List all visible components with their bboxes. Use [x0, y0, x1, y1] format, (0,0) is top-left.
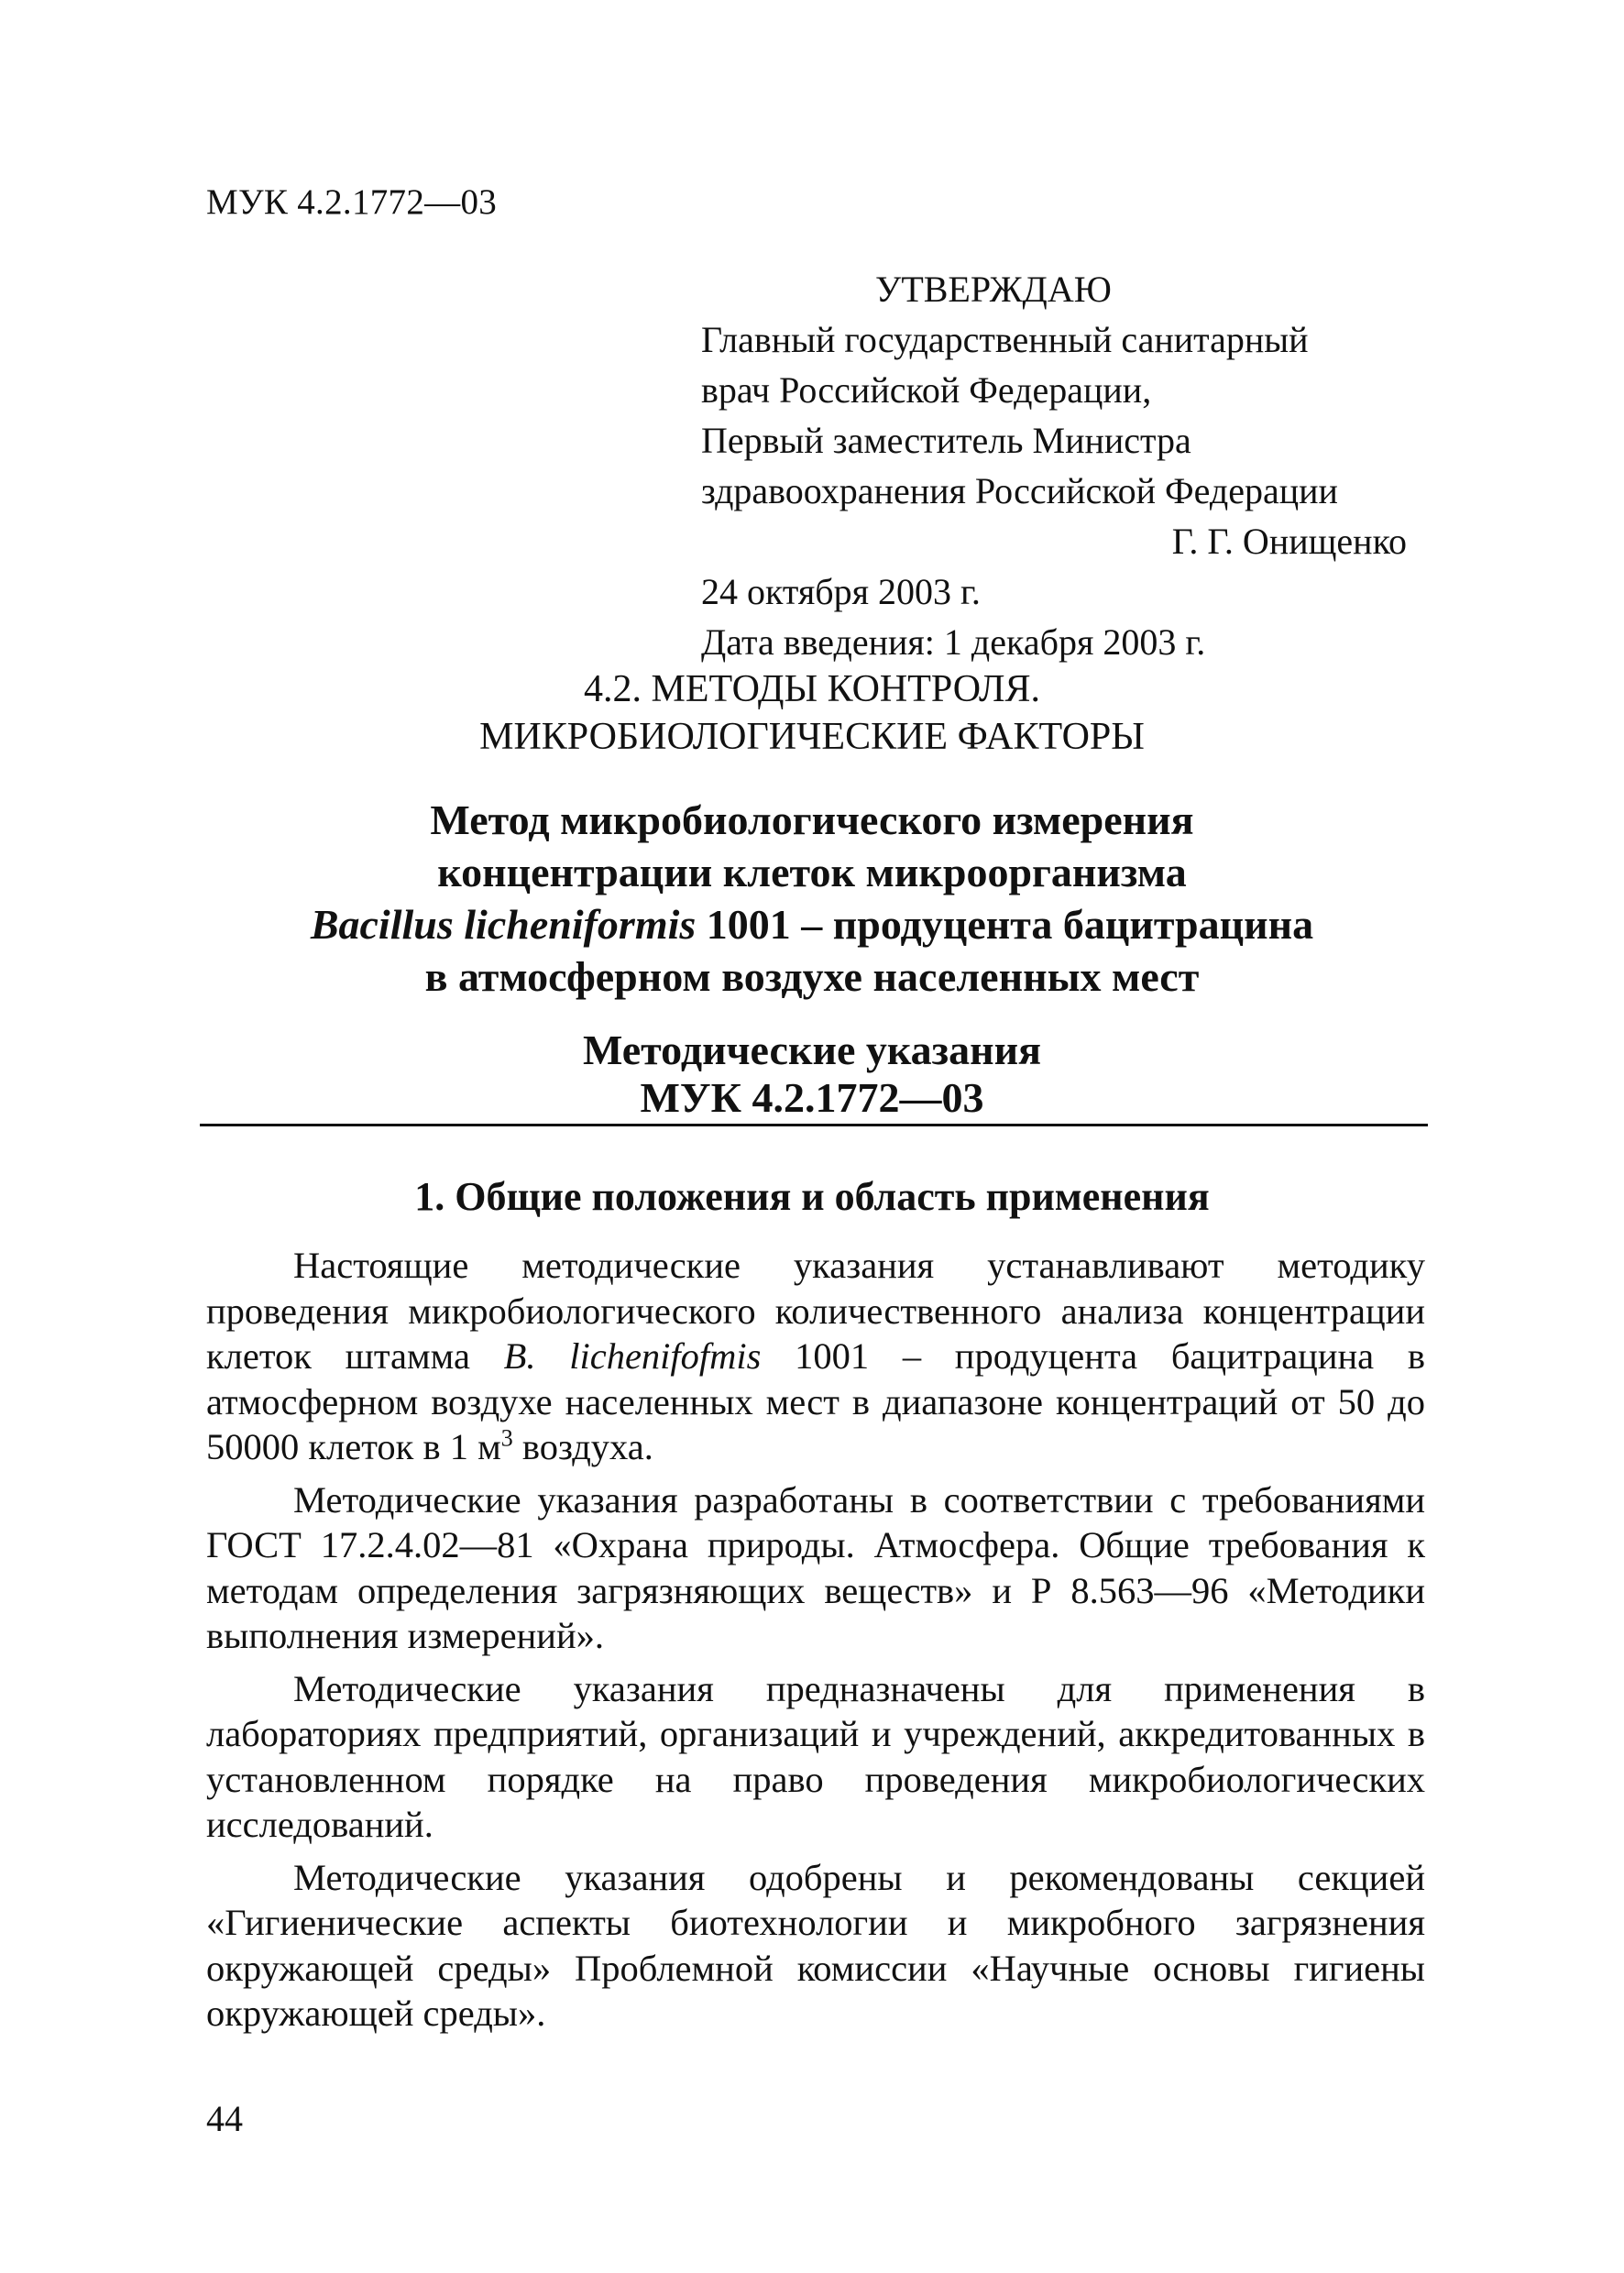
approval-title: УТВЕРЖДАЮ — [875, 269, 1112, 310]
section-heading-line: 4.2. МЕТОДЫ КОНТРОЛЯ. — [583, 668, 1040, 710]
approval-date: 24 октября 2003 г. — [701, 571, 981, 612]
guidelines-label: Методические указания — [582, 1027, 1042, 1073]
signatory-name: Г. Г. Онищенко — [1171, 521, 1407, 562]
paragraph: Настоящие методические указания устанавливают методику проведения микробиологического количественного анализа концентрации клеток штамма B. lichenifofmis 1001 – продуцента бацитрацина в атмосферном воздухе населенных мест в диапазоне концентраций от 50 до 50000 клеток в 1 $м^3$ воздуха. — [206, 1245, 1425, 1467]
paragraph: Методические указания одобрены и рекомендованы секцией «Гигиенические аспекты биотехнологии и микробного загрязнения окружающей среды» Проблемной комиссии «Научные основы гигиены окружающей среды». — [206, 1856, 1425, 2034]
chapter-heading: 1. Общие положения и область применения — [414, 1174, 1210, 1219]
superscript: 3 — [500, 1424, 513, 1452]
approval-block — [701, 264, 1407, 667]
page-number: 44 — [206, 2098, 243, 2139]
approval-line: Первый заместитель Министра — [701, 420, 1191, 461]
guidelines-block — [0, 1027, 1624, 1122]
document-title — [0, 794, 1624, 1003]
species-name: Bacillus licheniformis — [310, 901, 697, 948]
document-code: МУК 4.2.1772—03 — [206, 182, 498, 222]
approval-line: здравоохранения Российской Федерации — [701, 470, 1338, 511]
section-heading — [0, 665, 1624, 761]
divider-rule — [200, 1124, 1428, 1126]
guidelines-code: МУК 4.2.1772—03 — [640, 1074, 984, 1121]
title-line-rest: 1001 – продуцента бацитрацина — [696, 901, 1314, 948]
title-line: концентрации клеток микроорганизма — [437, 849, 1187, 895]
paragraph: Методические указания предназначены для применения в лабораториях предприятий, организаций и учреждений, аккредитованных в установленном порядке на право проведения микробиологических исследований. — [206, 1667, 1425, 1845]
approval-line: врач Российской Федерации, — [701, 369, 1152, 411]
species-name-inline: B. lichenifofmis — [503, 1335, 762, 1377]
body-text — [206, 1243, 1425, 2044]
title-line — [0, 898, 1624, 950]
title-line: в атмосферном воздухе населенных мест — [424, 953, 1200, 1000]
paragraph: Методические указания разработаны в соответствии с требованиями ГОСТ 17.2.4.02—81 «Охрана природы. Атмосфера. Общие требования к методам определения загрязняющих веществ» и Р 8.563—96 «Методики выполнения измерений». — [206, 1478, 1425, 1656]
approval-line: Главный государственный санитарный — [701, 319, 1309, 360]
title-line: Метод микробиологического измерения — [430, 796, 1194, 843]
section-heading-line: МИКРОБИОЛОГИЧЕСКИЕ ФАКТОРЫ — [479, 716, 1145, 758]
effective-date: Дата введения: 1 декабря 2003 г. — [701, 621, 1206, 663]
